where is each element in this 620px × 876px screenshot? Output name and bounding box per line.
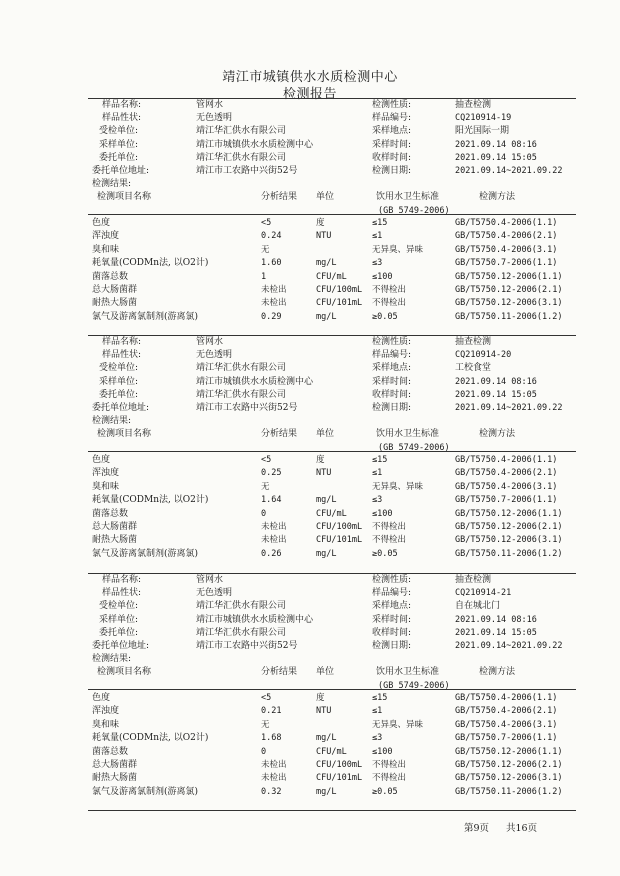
- table-row-item-name: 耗氧量(CODMn法, 以O2计): [92, 495, 209, 506]
- sampling-site-value: 阳光国际一期: [455, 126, 510, 137]
- table-row-item-name: 浑浊度: [92, 706, 120, 717]
- table-row-standard: 无异臭、异味: [372, 481, 424, 492]
- table-row-method: GB/T5750.4-2006(3.1): [455, 481, 558, 492]
- sample-property-label: 样品性状:: [102, 113, 142, 124]
- sampling-time-label: 采样时间:: [372, 139, 412, 150]
- test-date-label: 检测日期:: [372, 641, 412, 651]
- col-method-header: 检测方法: [479, 429, 516, 440]
- sampling-site-label: 采样地点:: [372, 601, 412, 612]
- table-row-unit: mg/L: [316, 258, 337, 269]
- sample-name-label: 样品名称:: [102, 337, 142, 347]
- table-row-result-value: <5: [261, 693, 272, 703]
- table-row-standard: 无异臭、异味: [372, 719, 424, 730]
- table-row-method: GB/T5750.4-2006(2.1): [455, 231, 558, 242]
- receipt-time-value: 2021.09.14 15:05: [455, 627, 537, 638]
- table-row-method: GB/T5750.7-2006(1.1): [455, 733, 558, 744]
- report-subtitle: 检测报告: [282, 87, 337, 102]
- table-row-method: GB/T5750.4-2006(2.1): [455, 468, 558, 479]
- commissioning-unit-label: 委托单位:: [99, 389, 139, 400]
- table-row-item-name: 菌落总数: [92, 746, 129, 757]
- table-row-method: GB/T5750.4-2006(3.1): [455, 244, 558, 255]
- table-row-item-name: 色度: [92, 693, 111, 703]
- commissioning-unit-label: 委托单位:: [99, 152, 139, 163]
- table-row-method: GB/T5750.11-2006(1.2): [455, 548, 563, 559]
- test-nature-value: 抽查检测: [455, 100, 492, 110]
- table-row-item-name: 臭和味: [92, 481, 120, 492]
- table-row-item-name: 总大肠菌群: [92, 760, 138, 770]
- table-row-item-name: 总大肠菌群: [92, 522, 138, 532]
- table-row-standard: ≥0.05: [372, 548, 398, 559]
- sample-name-label: 样品名称:: [102, 100, 142, 110]
- commissioning-address-value: 靖江市工农路中兴街52号: [196, 166, 298, 176]
- table-row-result-value: 未检出: [261, 760, 287, 770]
- table-row-item-name: 耐热大肠菌: [92, 535, 138, 546]
- col-standard-code: (GB 5749-2006): [378, 680, 450, 691]
- sampling-site-value: 工校食堂: [455, 363, 492, 374]
- sampling-unit-label: 采样单位:: [99, 376, 139, 387]
- table-row-method: GB/T5750.12-2006(3.1): [455, 535, 563, 546]
- table-row-item-name: 色度: [92, 218, 111, 228]
- table-row-method: GB/T5750.12-2006(3.1): [455, 298, 563, 309]
- test-date-label: 检测日期:: [372, 403, 412, 413]
- test-nature-value: 抽查检测: [455, 337, 492, 347]
- header-rule: [88, 214, 576, 215]
- table-row-standard: 不得检出: [372, 298, 407, 309]
- report-title: 靖江市城镇供水水质检测中心: [222, 70, 398, 85]
- test-nature-label: 检测性质:: [372, 100, 412, 110]
- col-item-header: 检测项目名称: [97, 192, 152, 203]
- table-row-unit: 度: [316, 218, 325, 228]
- sample-property-value: 无色透明: [196, 113, 233, 124]
- sampling-time-label: 采样时间:: [372, 614, 412, 625]
- commissioning-unit-value: 靖江华汇供水有限公司: [196, 627, 287, 638]
- table-row-standard: 不得检出: [372, 773, 407, 784]
- commissioning-address-value: 靖江市工农路中兴街52号: [196, 641, 298, 651]
- table-row-unit: 度: [316, 455, 325, 465]
- table-row-unit: mg/L: [316, 786, 337, 797]
- col-item-header: 检测项目名称: [97, 667, 152, 678]
- table-row-result-value: 1: [261, 271, 267, 282]
- sampling-time-value: 2021.09.14 08:16: [455, 139, 537, 150]
- table-row-result-value: 未检出: [261, 773, 287, 784]
- col-method-header: 检测方法: [479, 667, 516, 678]
- header-rule: [88, 689, 576, 690]
- block-top-rule: [88, 98, 576, 99]
- table-row-method: GB/T5750.11-2006(1.2): [455, 786, 563, 797]
- sampling-unit-value: 靖江市城镇供水水质检测中心: [196, 139, 314, 150]
- table-row-standard: 不得检出: [372, 285, 407, 295]
- table-row-standard: ≤100: [372, 508, 393, 519]
- col-standard-code: (GB 5749-2006): [378, 205, 450, 216]
- table-row-method: GB/T5750.12-2006(3.1): [455, 773, 563, 784]
- table-row-standard: ≤3: [372, 495, 383, 506]
- table-row-result-value: 未检出: [261, 522, 287, 532]
- inspected-unit-label: 受检单位:: [99, 126, 139, 137]
- receipt-time-value: 2021.09.14 15:05: [455, 389, 537, 400]
- col-unit-header: 单位: [316, 429, 335, 440]
- page-number: 第9页: [464, 823, 490, 834]
- table-row-unit: CFU/mL: [316, 508, 347, 519]
- table-row-method: GB/T5750.4-2006(1.1): [455, 218, 558, 228]
- table-row-unit: CFU/101mL: [316, 535, 363, 546]
- results-heading: 检测结果:: [92, 654, 132, 665]
- table-row-standard: 无异臭、异味: [372, 244, 424, 255]
- bottom-rule: [88, 810, 576, 811]
- sample-no-value: CQ210914-20: [455, 350, 512, 361]
- table-row-standard: ≥0.05: [372, 311, 398, 322]
- table-row-standard: ≤3: [372, 733, 383, 744]
- table-row-result-value: <5: [261, 218, 272, 228]
- block-top-rule: [88, 335, 576, 336]
- table-row-standard: ≤15: [372, 455, 388, 465]
- table-row-method: GB/T5750.4-2006(1.1): [455, 693, 558, 703]
- table-row-standard: ≤15: [372, 218, 388, 228]
- table-row-standard: ≤100: [372, 271, 393, 282]
- table-row-method: GB/T5750.11-2006(1.2): [455, 311, 563, 322]
- commissioning-unit-value: 靖江华汇供水有限公司: [196, 152, 287, 163]
- table-row-result-value: 无: [261, 481, 270, 492]
- table-row-item-name: 氯气及游离氯制剂(游离氯): [92, 311, 199, 322]
- sampling-unit-value: 靖江市城镇供水水质检测中心: [196, 376, 314, 387]
- results-heading: 检测结果:: [92, 179, 132, 190]
- table-row-unit: NTU: [316, 706, 332, 717]
- inspected-unit-value: 靖江华汇供水有限公司: [196, 601, 287, 612]
- table-row-method: GB/T5750.7-2006(1.1): [455, 258, 558, 269]
- table-row-unit: CFU/101mL: [316, 773, 363, 784]
- test-nature-value: 抽查检测: [455, 575, 492, 585]
- table-row-method: GB/T5750.12-2006(1.1): [455, 508, 563, 519]
- receipt-time-label: 收样时间:: [372, 389, 412, 400]
- table-row-item-name: 耐热大肠菌: [92, 773, 138, 784]
- commissioning-address-label: 委托单位地址:: [92, 641, 150, 651]
- table-row-result-value: 未检出: [261, 285, 287, 295]
- col-standard-header: 饮用水卫生标准: [376, 192, 440, 203]
- table-row-method: GB/T5750.12-2006(2.1): [455, 285, 563, 295]
- receipt-time-label: 收样时间:: [372, 627, 412, 638]
- header-rule: [88, 451, 576, 452]
- sampling-site-label: 采样地点:: [372, 363, 412, 374]
- table-row-standard: ≤100: [372, 746, 393, 757]
- sample-property-value: 无色透明: [196, 350, 233, 361]
- inspected-unit-value: 靖江华汇供水有限公司: [196, 363, 287, 374]
- col-item-header: 检测项目名称: [97, 429, 152, 440]
- table-row-item-name: 耗氧量(CODMn法, 以O2计): [92, 258, 209, 269]
- sampling-unit-value: 靖江市城镇供水水质检测中心: [196, 614, 314, 625]
- commissioning-address-label: 委托单位地址:: [92, 166, 150, 176]
- col-standard-code: (GB 5749-2006): [378, 442, 450, 453]
- sampling-time-value: 2021.09.14 08:16: [455, 614, 537, 625]
- table-row-result-value: 0: [261, 508, 267, 519]
- table-row-item-name: 氯气及游离氯制剂(游离氯): [92, 786, 199, 797]
- table-row-item-name: 色度: [92, 455, 111, 465]
- table-row-method: GB/T5750.12-2006(2.1): [455, 522, 563, 532]
- block-top-rule: [88, 573, 576, 574]
- table-row-method: GB/T5750.4-2006(3.1): [455, 719, 558, 730]
- table-row-method: GB/T5750.12-2006(1.1): [455, 271, 563, 282]
- table-row-item-name: 耐热大肠菌: [92, 298, 138, 309]
- sample-property-label: 样品性状:: [102, 350, 142, 361]
- results-heading: 检测结果:: [92, 416, 132, 427]
- test-date-value: 2021.09.14~2021.09.22: [455, 166, 563, 176]
- table-row-unit: NTU: [316, 231, 332, 242]
- table-row-item-name: 臭和味: [92, 244, 120, 255]
- table-row-result-value: 1.68: [261, 733, 282, 744]
- table-row-item-name: 浑浊度: [92, 231, 120, 242]
- table-row-result-value: 1.64: [261, 495, 282, 506]
- table-row-standard: ≤1: [372, 468, 383, 479]
- table-row-result-value: 0.26: [261, 548, 282, 559]
- table-row-unit: CFU/mL: [316, 271, 347, 282]
- table-row-method: GB/T5750.12-2006(2.1): [455, 760, 563, 770]
- col-result-header: 分析结果: [261, 429, 298, 440]
- table-row-standard: ≥0.05: [372, 786, 398, 797]
- sample-no-label: 样品编号:: [372, 113, 412, 124]
- table-row-item-name: 臭和味: [92, 719, 120, 730]
- col-unit-header: 单位: [316, 667, 335, 678]
- table-row-result-value: <5: [261, 455, 272, 465]
- table-row-item-name: 氯气及游离氯制剂(游离氯): [92, 548, 199, 559]
- table-row-result-value: 1.60: [261, 258, 282, 269]
- test-date-value: 2021.09.14~2021.09.22: [455, 403, 563, 413]
- col-unit-header: 单位: [316, 192, 335, 203]
- table-row-standard: ≤1: [372, 231, 383, 242]
- table-row-method: GB/T5750.4-2006(1.1): [455, 455, 558, 465]
- sample-property-label: 样品性状:: [102, 588, 142, 599]
- table-row-result-value: 0.32: [261, 786, 282, 797]
- sample-name-value: 管网水: [196, 100, 224, 110]
- commissioning-address-value: 靖江市工农路中兴街52号: [196, 403, 298, 413]
- commissioning-address-label: 委托单位地址:: [92, 403, 150, 413]
- table-row-unit: CFU/100mL: [316, 760, 363, 770]
- test-nature-label: 检测性质:: [372, 575, 412, 585]
- sample-name-value: 管网水: [196, 337, 224, 347]
- table-row-result-value: 无: [261, 244, 270, 255]
- table-row-unit: mg/L: [316, 733, 337, 744]
- sample-property-value: 无色透明: [196, 588, 233, 599]
- col-result-header: 分析结果: [261, 192, 298, 203]
- table-row-unit: CFU/mL: [316, 746, 347, 757]
- table-row-item-name: 浑浊度: [92, 468, 120, 479]
- commissioning-unit-label: 委托单位:: [99, 627, 139, 638]
- table-row-result-value: 0.24: [261, 231, 282, 242]
- test-date-value: 2021.09.14~2021.09.22: [455, 641, 563, 651]
- test-nature-label: 检测性质:: [372, 337, 412, 347]
- table-row-unit: CFU/101mL: [316, 298, 363, 309]
- table-row-unit: mg/L: [316, 495, 337, 506]
- col-standard-header: 饮用水卫生标准: [376, 667, 440, 678]
- sample-name-value: 管网水: [196, 575, 224, 585]
- page-total: 共16页: [506, 823, 538, 834]
- sampling-time-value: 2021.09.14 08:16: [455, 376, 537, 387]
- table-row-unit: CFU/100mL: [316, 285, 363, 295]
- table-row-item-name: 总大肠菌群: [92, 285, 138, 295]
- table-row-unit: NTU: [316, 468, 332, 479]
- table-row-method: GB/T5750.4-2006(2.1): [455, 706, 558, 717]
- sample-no-label: 样品编号:: [372, 588, 412, 599]
- table-row-standard: ≤3: [372, 258, 383, 269]
- col-standard-header: 饮用水卫生标准: [376, 429, 440, 440]
- sampling-site-value: 自在城北门: [455, 601, 501, 612]
- table-row-item-name: 菌落总数: [92, 508, 129, 519]
- table-row-result-value: 未检出: [261, 535, 287, 546]
- table-row-item-name: 菌落总数: [92, 271, 129, 282]
- table-row-standard: 不得检出: [372, 535, 407, 546]
- table-row-item-name: 耗氧量(CODMn法, 以O2计): [92, 733, 209, 744]
- sampling-site-label: 采样地点:: [372, 126, 412, 137]
- receipt-time-label: 收样时间:: [372, 152, 412, 163]
- sampling-time-label: 采样时间:: [372, 376, 412, 387]
- table-row-unit: CFU/100mL: [316, 522, 363, 532]
- table-row-standard: ≤1: [372, 706, 383, 717]
- table-row-result-value: 0.25: [261, 468, 282, 479]
- table-row-unit: mg/L: [316, 311, 337, 322]
- table-row-result-value: 未检出: [261, 298, 287, 309]
- table-row-result-value: 0: [261, 746, 267, 757]
- sample-no-value: CQ210914-21: [455, 588, 512, 599]
- table-row-result-value: 0.29: [261, 311, 282, 322]
- test-date-label: 检测日期:: [372, 166, 412, 176]
- table-row-result-value: 0.21: [261, 706, 282, 717]
- table-row-standard: ≤15: [372, 693, 388, 703]
- inspected-unit-value: 靖江华汇供水有限公司: [196, 126, 287, 137]
- table-row-result-value: 无: [261, 719, 270, 730]
- table-row-method: GB/T5750.12-2006(1.1): [455, 746, 563, 757]
- sample-no-value: CQ210914-19: [455, 113, 512, 124]
- col-method-header: 检测方法: [479, 192, 516, 203]
- table-row-standard: 不得检出: [372, 522, 407, 532]
- inspected-unit-label: 受检单位:: [99, 363, 139, 374]
- sampling-unit-label: 采样单位:: [99, 139, 139, 150]
- sample-no-label: 样品编号:: [372, 350, 412, 361]
- table-row-unit: 度: [316, 693, 325, 703]
- commissioning-unit-value: 靖江华汇供水有限公司: [196, 389, 287, 400]
- table-row-method: GB/T5750.7-2006(1.1): [455, 495, 558, 506]
- col-result-header: 分析结果: [261, 667, 298, 678]
- inspected-unit-label: 受检单位:: [99, 601, 139, 612]
- sample-name-label: 样品名称:: [102, 575, 142, 585]
- sampling-unit-label: 采样单位:: [99, 614, 139, 625]
- table-row-unit: mg/L: [316, 548, 337, 559]
- receipt-time-value: 2021.09.14 15:05: [455, 152, 537, 163]
- table-row-standard: 不得检出: [372, 760, 407, 770]
